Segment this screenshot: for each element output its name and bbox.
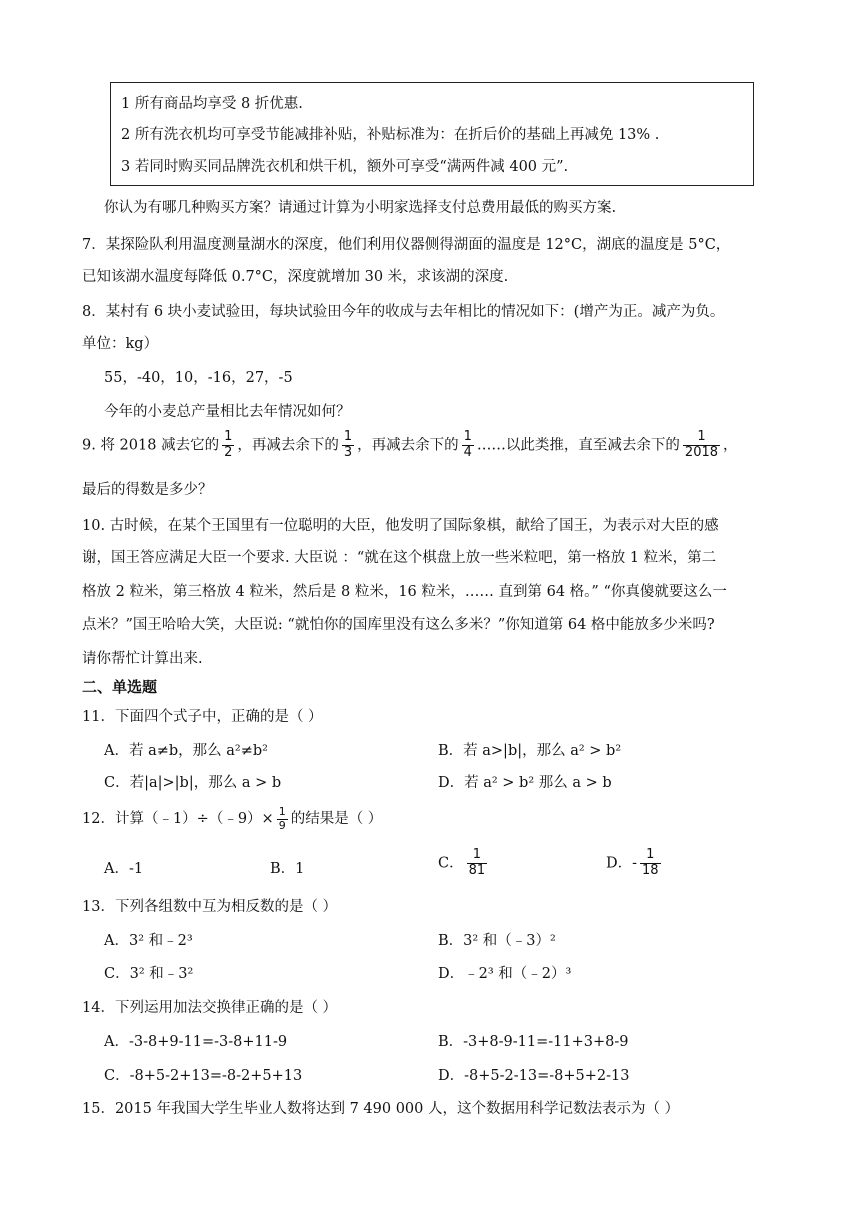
q7-line2: 已知该湖水温度每降低 0.7°C，深度就增加 30 米，求该湖的深度. (82, 269, 509, 285)
q12-option-c: C． $\frac{1}{81}$ (438, 847, 486, 878)
q13-stem: 13．下列各组数中互为相反数的是（ ） (82, 899, 338, 915)
q15-stem: 15．2015 年我国大学生毕业人数将达到 7 490 000 人，这个数据用科学记数法表示为（ ） (82, 1101, 680, 1117)
q8-line1: 8．某村有 6 块小麦试验田，每块试验田今年的收成与去年相比的情况如下：(增产为正。减产为负。 (82, 304, 725, 320)
q14-option-c: C．-8+5-2+13=-8-2+5+13 (104, 1068, 303, 1084)
q9-text3: ，再减去余下的 (357, 437, 459, 454)
q8-question: 今年的小麦总产量相比去年情况如何？ (104, 404, 351, 420)
q12-stem (82, 806, 382, 832)
q12-option-b: B．1 (270, 861, 305, 877)
q12-option-d-fraction: $\frac{1}{18}$ (642, 847, 659, 878)
q12-option-d: D．- $\frac{1}{18}$ (606, 847, 659, 878)
q12-stem-pre: 12．计算（﹣1）÷（﹣9）× (82, 811, 274, 828)
q10-line4: 点米？”国王哈哈大笑，大臣说: “就怕你的国库里没有这么多米？”你知道第 64 格中能放多少米吗? (82, 617, 715, 633)
q11-option-b: B．若 a>|b|，那么 a² > b² (438, 743, 622, 759)
q12-option-a: A．-1 (104, 861, 144, 877)
q11-option-d: D．若 a² > b² 那么 a > b (438, 775, 612, 791)
q12-fraction-ninth: $\frac{1}{9}$ (278, 805, 286, 832)
q7-line1: 7．某探险队利用温度测量湖水的深度，他们利用仪器侧得湖面的温度是 12°C，湖底的温度是 5°C， (82, 237, 731, 253)
q11-option-a: A．若 a≠b，那么 a²≠b² (104, 743, 268, 759)
rule-3: 3 若同时购买同品牌洗衣机和烘干机，额外可享受“满两件减 400 元”. (121, 159, 569, 175)
q12-stem-post: 的结果是（ ） (290, 811, 383, 828)
q9-line1 (82, 430, 738, 461)
q9-text5: ， (723, 437, 738, 454)
q12-option-c-fraction: $\frac{1}{81}$ (468, 847, 486, 878)
q13-option-a: A．3² 和﹣2³ (104, 933, 193, 949)
q8-data: 55，-40，10，-16，27，-5 (104, 370, 293, 386)
q9-text4: ……以此类推，直至减去余下的 (476, 437, 680, 454)
rule-1: 1 所有商品均享受 8 折优惠. (121, 96, 303, 112)
q13-option-c: C．3² 和﹣3² (104, 966, 194, 982)
q9-fraction-quarter: $\frac{1}{4}$ (463, 429, 472, 460)
q10-line2: 谢，国王答应满足大臣一个要求. 大臣说 ：“就在这个棋盘上放一些米粒吧，第一格放 1 粒米，第二 (82, 550, 717, 566)
q13-option-d: D．﹣2³ 和（﹣2）³ (438, 966, 572, 982)
q14-stem: 14．下列运用加法交换律正确的是（ ） (82, 1000, 338, 1016)
q14-option-a: A．-3-8+9-11=-3-8+11-9 (104, 1034, 288, 1050)
q9-fraction-third: $\frac{1}{3}$ (343, 429, 353, 460)
q6-question: 你认为有哪几种购买方案？请通过计算为小明家选择支付总费用最低的购买方案. (104, 200, 617, 216)
discount-rules-box (110, 82, 754, 186)
q14-option-b: B．-3+8-9-11=-11+3+8-9 (438, 1034, 629, 1050)
q14-option-d: D．-8+5-2-13=-8+5+2-13 (438, 1068, 630, 1084)
q10-line5: 请你帮忙计算出来. (82, 651, 203, 667)
q9-text1: 9. 将 2018 减去它的 (82, 437, 220, 454)
q9-text2: ，再减去余下的 (237, 437, 339, 454)
q9-fraction-half: $\frac{1}{2}$ (224, 429, 233, 460)
q11-option-c: C．若|a|>|b|，那么 a > b (104, 775, 282, 791)
rule-2: 2 所有洗衣机均可享受节能减排补贴，补贴标准为：在折后价的基础上再减免 13% . (121, 127, 660, 143)
q10-line3: 格放 2 粒米，第三格放 4 粒米，然后是 8 粒米，16 粒米，…… 直到第 64 格。” “你真傻就要这么一 (82, 584, 727, 600)
section-heading: 二、单选题 (82, 678, 158, 696)
q9-line2: 最后的得数是多少？ (82, 482, 213, 498)
q10-line1: 10. 古时候，在某个王国里有一位聪明的大臣，他发明了国际象棋，献给了国王，为表示对大臣的感 (82, 518, 719, 534)
q8-line2: 单位：kg） (82, 336, 159, 352)
q13-option-b: B．3² 和（﹣3）² (438, 933, 556, 949)
q9-fraction-2018: $\frac{1}{2018}$ (684, 429, 719, 460)
q11-stem: 11．下面四个式子中，正确的是（ ） (82, 709, 323, 725)
